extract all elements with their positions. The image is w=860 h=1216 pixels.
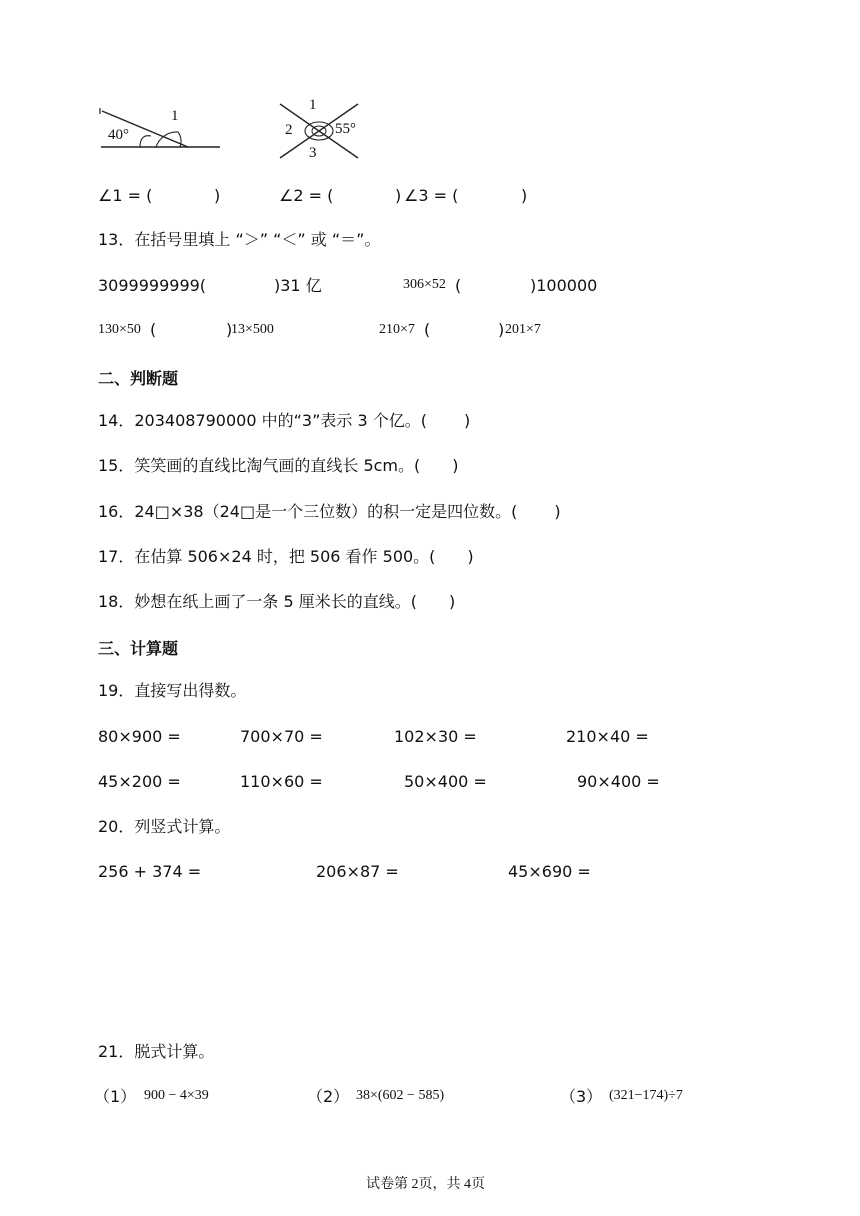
q13-compare-4-paren: ( xyxy=(424,320,431,339)
answer-angle-3: ∠3 = ( xyxy=(404,186,459,205)
q19-item: 110×60 = xyxy=(240,772,323,791)
q19-item: 45×200 = xyxy=(98,772,181,791)
answer-angle-2: ∠2 = ( xyxy=(279,186,334,205)
q13-compare-4-right: 201×7 xyxy=(505,322,541,337)
q19-item: 80×900 = xyxy=(98,727,181,746)
q13-compare-2-left: 306×52 xyxy=(403,277,446,292)
page-footer: 试卷第 2页，共 4页 xyxy=(366,1177,485,1192)
section-2-heading: 二、判断题 xyxy=(98,369,179,388)
q13-compare-1-right: )31 亿 xyxy=(274,276,322,295)
angle-1-label: 1 xyxy=(171,108,179,124)
answer-angle-2-close: ) xyxy=(395,186,402,205)
q13-compare-4-close: ) xyxy=(498,320,505,339)
q21-item-expression: (321−174)÷7 xyxy=(609,1088,683,1103)
question-15: 15．笑笑画的直线比淘气画的直线长 5cm。( ) xyxy=(98,456,459,475)
q20-item: 256 + 374 = xyxy=(98,862,202,881)
angle-3-label: 3 xyxy=(309,145,317,161)
answer-angle-1-close: ) xyxy=(214,186,221,205)
q19-item: 90×400 = xyxy=(577,772,660,791)
question-16: 16．24□×38（24□是一个三位数）的积一定是四位数。( ) xyxy=(98,502,561,521)
q13-compare-3-right: 13×500 xyxy=(231,322,274,337)
answer-angle-1: ∠1 = ( xyxy=(98,186,153,205)
q21-item-number: （1） xyxy=(94,1087,137,1106)
q19-item: 210×40 = xyxy=(566,727,649,746)
question-17: 17．在估算 506×24 时，把 506 看作 500。( ) xyxy=(98,547,474,566)
q20-item: 45×690 = xyxy=(508,862,591,881)
q13-compare-3-left: 130×50 xyxy=(98,322,141,337)
section-3-heading: 三、计算题 xyxy=(98,639,179,658)
q20-item: 206×87 = xyxy=(316,862,399,881)
answer-angle-3-close: ) xyxy=(521,186,528,205)
q13-compare-2-paren: ( xyxy=(455,276,462,295)
q13-compare-4-left: 210×7 xyxy=(379,322,415,337)
q21-item-expression: 38×(602 − 585) xyxy=(356,1088,445,1103)
angle-40-label: 40° xyxy=(108,127,129,143)
question-21: 21．脱式计算。 xyxy=(98,1042,215,1061)
q21-item-number: （3） xyxy=(560,1087,603,1106)
question-13-title: 13．在括号里填上 “＞” “＜” 或 “＝”。 xyxy=(98,230,381,249)
angle-1-label-right: 1 xyxy=(309,97,317,113)
q21-item-number: （2） xyxy=(307,1087,350,1106)
q19-item: 50×400 = xyxy=(404,772,487,791)
q19-item: 102×30 = xyxy=(394,727,477,746)
question-20: 20．列竖式计算。 xyxy=(98,817,231,836)
angle-55-label: 55° xyxy=(335,121,356,137)
q21-item-expression: 900 − 4×39 xyxy=(144,1088,209,1103)
q13-compare-1-left: 3099999999( xyxy=(98,276,207,295)
q13-compare-3-close: ) xyxy=(226,320,233,339)
q13-compare-2-right: )100000 xyxy=(530,276,598,295)
angle-2-label: 2 xyxy=(285,122,293,138)
question-14: 14．203408790000 中的“3”表示 3 个亿。( ) xyxy=(98,411,471,430)
q19-item: 700×70 = xyxy=(240,727,323,746)
question-19: 19．直接写出得数。 xyxy=(98,681,247,700)
question-18: 18．妙想在纸上画了一条 5 厘米长的直线。( ) xyxy=(98,592,456,611)
q13-compare-3-paren: ( xyxy=(150,320,157,339)
